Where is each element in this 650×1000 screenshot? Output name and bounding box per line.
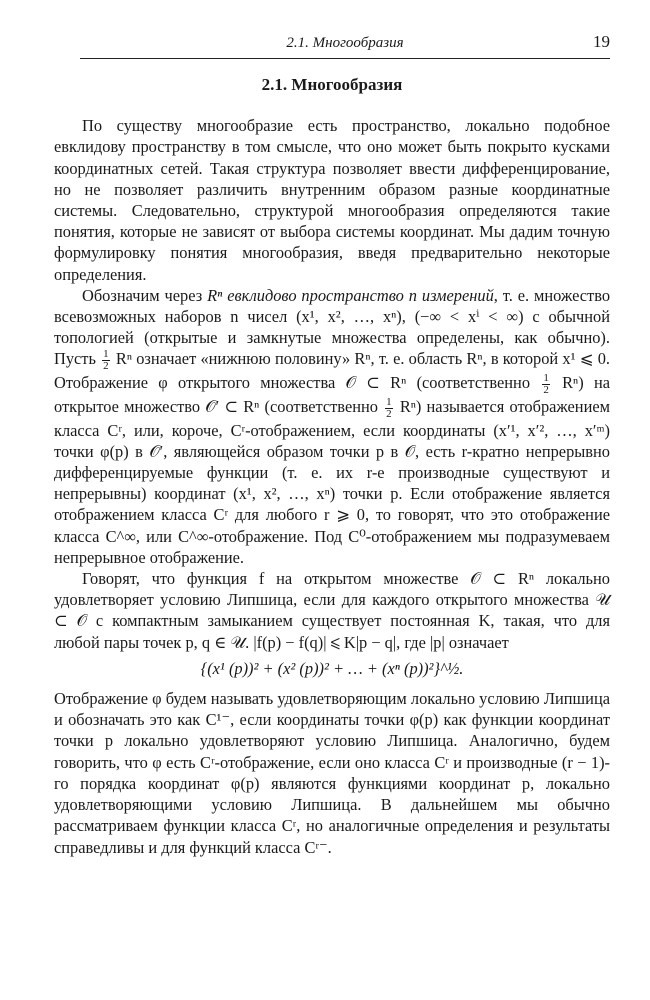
running-title: 2.1. Многообразия <box>286 35 404 51</box>
paragraph-text: Обозначим через <box>82 285 208 305</box>
paragraph-text: , т. е. множество всевозможных наборов n чисел (x¹, x², …, xⁿ), (−∞ < xⁱ < ∞) с обычной топологией (открытые и замкнутые множества определены, как обычно). Пусть <box>54 285 611 369</box>
fraction-denominator: 2 <box>543 383 549 396</box>
defined-term: Rⁿ евклидово пространство n измерений <box>207 285 494 305</box>
fraction-one-half <box>385 397 393 420</box>
fraction-denominator: 2 <box>103 360 109 373</box>
fraction-one-half <box>542 373 550 396</box>
paragraph-intro: По существу многообразие есть пространство, локально подобное евклидову пространству в том смысле, что оно может быть покрыто кусками координатных сетей. Такая структура позволяет ввести дифференцирование, но не позволяет различить внутренним образом разные координатные системы. Следовательно, структурой многообразия определяются такие понятия, которые не зависят от выбора системы координат. Мы дадим точную формулировку понятия многообразия, введя предварительно некоторые определения. <box>54 116 610 284</box>
fraction-numerator: 1 <box>103 348 109 361</box>
fraction-numerator: 1 <box>543 371 549 384</box>
paragraph-definitions <box>54 285 610 568</box>
running-head <box>80 32 610 59</box>
page-number: 19 <box>593 32 610 51</box>
norm-formula: {(x¹ (p))² + (x² (p))² + … + (xⁿ (p))²}^½. <box>200 658 464 678</box>
page-content <box>54 74 610 858</box>
paragraph-text: Rⁿ) на открытое множество 𝒪′ ⊂ Rⁿ (соответственно <box>54 373 610 416</box>
paragraph-lipschitz-mapping: Отображение φ будем называть удовлетворяющим локально условию Липшица и обозначать это как C¹⁻, если координаты точки φ(p) как функции координат точки p локально удовлетворяют условию Липшица. Аналогично, будем говорить, что φ есть Cʳ-отображение, если оно класса Cʳ и производные (r − 1)-го порядка координат φ(p) являются функциями координат p, локально удовлетворяющими условию Липшица. В дальнейшем мы обычно рассматриваем функции класса Cʳ, но аналогичные определения и результаты справедливы и для функций класса Cʳ⁻. <box>54 689 610 857</box>
paragraph-text: Rⁿ) называется отображением класса Cʳ, или, короче, Cʳ-отображением, если координаты (x′¹, x′², …, x′ᵐ) точки φ(p) в 𝒪′, являющейся образом точки p в 𝒪, есть r-кратно непрерывно дифференцируемые функции (т. е. их r-е производные существуют и непрерывны) координат (x¹, x², …, xⁿ) точки p. Если отображение является отображением класса Cʳ для любого r ⩾ 0, то говорят, что это отображение класса C^∞, или C^∞-отображение. Под C⁰-отображением мы подразумеваем непрерывное отображение. <box>54 396 610 567</box>
section-title: 2.1. Многообразия <box>261 75 403 94</box>
fraction-one-half <box>102 349 110 372</box>
fraction-numerator: 1 <box>386 395 392 408</box>
fraction-denominator: 2 <box>386 407 392 420</box>
paragraph-lipschitz: Говорят, что функция f на открытом множестве 𝒪 ⊂ Rⁿ локально удовлетворяет условию Липшица, если для каждого открытого множества 𝒰 ⊂ 𝒪 с компактным замыканием существует постоянная K, такая, что для любой пары точек p, q ∈ 𝒰. |f(p) − f(q)| ⩽ K|p − q|, где |p| означает <box>54 569 610 652</box>
paragraph-text: Rⁿ означает «нижнюю половину» Rⁿ, т. е. область Rⁿ, в которой x¹ ⩽ 0. Отображение φ открытого множества 𝒪 ⊂ Rⁿ (соответственно <box>54 349 610 393</box>
